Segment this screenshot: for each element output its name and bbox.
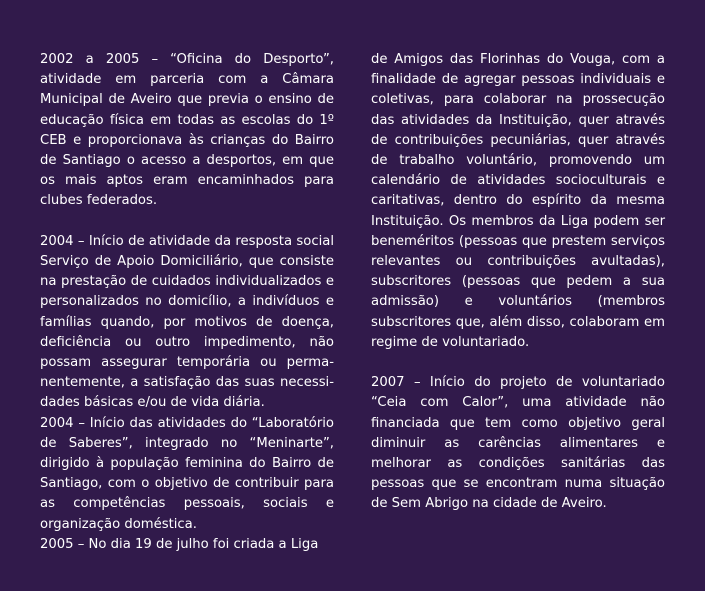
paragraph-liga-de-amigos-continued: de Amigos das Florinhas do Vouga, com a finalidade de agregar pessoas individuais e coletivas, para colaborar na prossecução das atividades da Instituição, quer através de contribuições pecuniárias, quer através de trabalho voluntário, promovendo um calendário de atividades socioculturais e caritativas, dentro do espírito da mesma Instituição. Os membros da Liga podem ser beneméritos (pessoas que prestem serviços relevantes ou contribuições avultadas), subscritores (pessoas que pedem a sua admissão) e voluntários (membros subscritores que, além disso, colaboram em regime de voluntariado. bbox=[371, 52, 665, 350]
paragraph-liga-de-amigos-start: 2005 – No dia 19 de julho foi criada a Liga bbox=[40, 536, 319, 552]
right-text-column bbox=[371, 50, 665, 515]
paragraph-laboratorio-de-saberes: 2004 – Início das atividades do “Laboratório de Saberes”, integrado no “Meninarte”, dirigido à população feminina do Bairro de Santiago, com o objetivo de contribuir para as competências pessoais, sociais e organização doméstica. bbox=[40, 415, 334, 532]
paragraph-oficina-do-desporto: 2002 a 2005 – “Oficina do Desporto”, atividade em parceria com a Câmara Municipal de Aveiro que previa o ensino de educação física em todas as escolas do 1º CEB e proporcionava às crianças do Bairro de Santiago o acesso a desportos, em que os mais aptos eram encaminhados para clubes federados. bbox=[40, 52, 334, 209]
left-text-column bbox=[40, 50, 334, 555]
paragraph-apoio-domiciliario: 2004 – Início de atividade da resposta social Serviço de Apoio Domiciliário, que consiste na prestação de cuidados individualizados e personalizados no domicílio, a indivíduos e famílias quando, por motivos de doença, deficiência ou outro impedimento, não possam assegurar temporária ou permanentemente, a satisfação das suas necessidades básicas e/ou de vida diária. bbox=[40, 233, 334, 411]
paragraph-ceia-com-calor: 2007 – Início do projeto de voluntariado “Ceia com Calor”, uma atividade não financiada que tem como objetivo geral diminuir as carências alimentares e melhorar as condições sanitárias das pessoas que se encontram numa situação de Sem Abrigo na cidade de Aveiro. bbox=[371, 375, 665, 512]
